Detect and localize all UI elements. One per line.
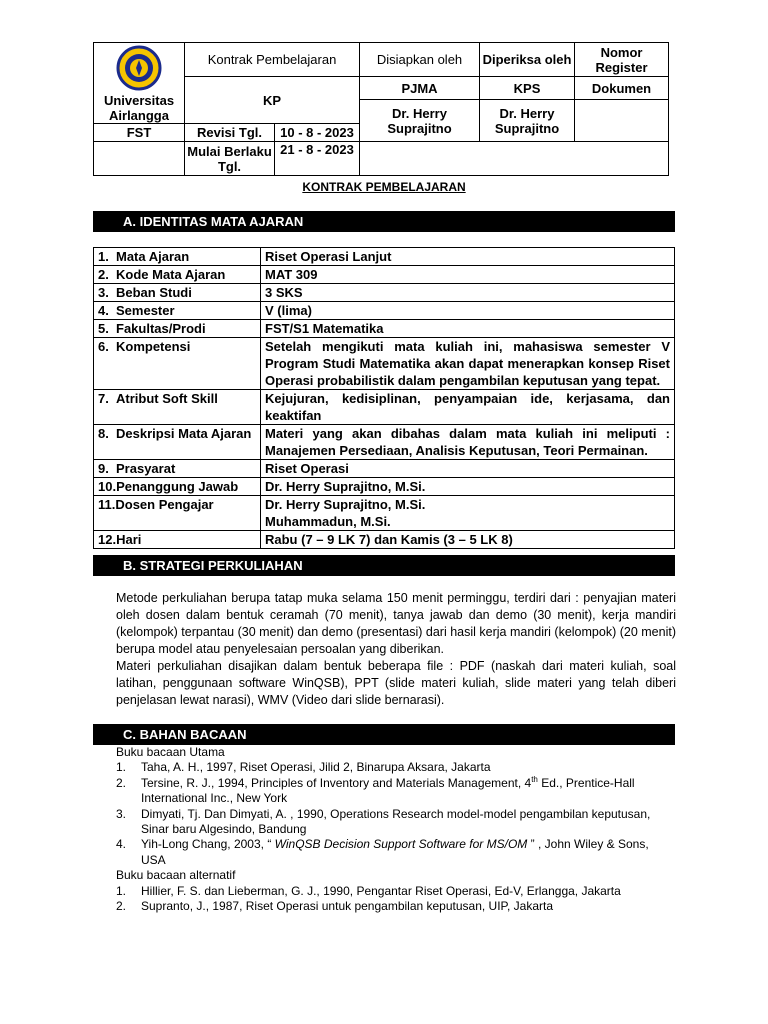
identity-key <box>94 338 261 390</box>
identity-value: Rabu (7 – 9 LK 7) dan Kamis (3 – 5 LK 8) <box>265 532 513 547</box>
strategy-text <box>116 590 676 709</box>
document-header-table <box>93 42 669 176</box>
alt-reading-list <box>116 884 676 915</box>
identity-number: 2. <box>98 267 109 282</box>
identity-number: 4. <box>98 303 109 318</box>
revision-label: Revisi Tgl. <box>185 124 275 142</box>
identity-value-cell <box>261 338 675 390</box>
identity-key-label: Penanggung Jawab <box>116 479 239 494</box>
identity-value-cell <box>261 478 675 496</box>
identity-value-cell <box>261 460 675 478</box>
identity-row <box>94 284 675 302</box>
checked-by-name: Dr. Herry Suprajitno <box>480 100 575 142</box>
main-reading-label: Buku bacaan Utama <box>116 745 225 759</box>
identity-key-label: Dosen Pengajar <box>115 497 214 512</box>
document-title: KONTRAK PEMBELAJARAN <box>302 180 466 194</box>
identity-key-label: Kompetensi <box>116 339 191 354</box>
identity-key <box>94 478 261 496</box>
reading-text: Yih-Long Chang, 2003, “ <box>141 837 275 852</box>
identity-row <box>94 266 675 284</box>
reading-list <box>116 745 676 914</box>
identity-value-cell <box>261 531 675 549</box>
identity-key <box>94 320 261 338</box>
reading-superscript: th <box>531 774 538 784</box>
doc-type: Kontrak Pembelajaran <box>185 43 360 77</box>
reading-number: 1. <box>116 883 127 898</box>
identity-value: MAT 309 <box>265 267 318 282</box>
identity-value: FST/S1 Matematika <box>265 321 384 336</box>
identity-value: Setelah mengikuti mata kuliah ini, mahasiswa semester V Program Studi Matematika akan dapat menerapkan konsep Riset Operasi probabilistik dalam pengambilan keputusan yang tepat. <box>265 339 670 388</box>
identity-row <box>94 302 675 320</box>
university-logo-icon <box>116 45 162 91</box>
identity-row <box>94 425 675 460</box>
identity-number: 1. <box>98 249 109 264</box>
identity-key <box>94 496 261 531</box>
doc-code: KP <box>185 77 360 124</box>
reading-number: 2. <box>116 899 127 914</box>
register-label: Nomor Register <box>575 43 669 77</box>
section-c-heading: C. BAHAN BACAAN <box>93 724 675 745</box>
strategy-paragraph-1: Metode perkuliahan berupa tatap muka selama 150 menit perminggu, terdiri dari : penyajian materi oleh dosen dalam bentuk ceramah (70 menit), tanya jawab dan demo (30 menit), kerja mandiri (kelompok) terpantau (30 menit) dan demo (presentasi) dari hasil kerja mandiri (kelompok) (20 menit) berupa model atau penyelesaian persoalan yang diberikan. <box>116 591 676 656</box>
identity-key <box>94 390 261 425</box>
checked-by-role: KPS <box>480 77 575 100</box>
identity-value-cell <box>261 302 675 320</box>
identity-key <box>94 248 261 266</box>
identity-key-label: Hari <box>116 532 142 547</box>
identity-key-label: Deskripsi Mata Ajaran <box>116 426 252 441</box>
university-name: Universitas Airlangga <box>103 93 175 123</box>
identity-value: Kejujuran, kedisiplinan, penyampaian ide, kerjasama, dan keaktifan <box>265 391 670 423</box>
identity-key <box>94 531 261 549</box>
identity-key-label: Semester <box>116 303 175 318</box>
reading-title-italic: WinQSB Decision Support Software for MS/OM <box>274 837 528 852</box>
identity-number: 3. <box>98 285 109 300</box>
identity-key <box>94 302 261 320</box>
prepared-by-name: Dr. Herry Suprajitno <box>360 100 480 142</box>
identity-key-label: Atribut Soft Skill <box>116 391 218 406</box>
identity-value: Riset Operasi <box>265 461 349 476</box>
reading-item <box>116 884 676 899</box>
identity-table <box>93 247 675 549</box>
prepared-by-role: PJMA <box>360 77 480 100</box>
identity-value-cell <box>261 320 675 338</box>
identity-value: V (lima) <box>265 303 312 318</box>
identity-row <box>94 496 675 531</box>
reading-text-tail: Ed., Prentice-Hall International Inc., New York <box>141 775 635 806</box>
reading-text: Hillier, F. S. dan Lieberman, G. J., 1990, Pengantar Riset Operasi, Ed-V, Erlangga, Jakarta <box>141 883 621 898</box>
identity-value: Materi yang akan dibahas dalam mata kuliah ini meliputi : Manajemen Persediaan, Analisis Keputusan, Teori Permainan. <box>265 426 670 458</box>
effective-date: 21 - 8 - 2023 <box>275 142 360 176</box>
identity-number: 5. <box>98 321 109 336</box>
reading-item <box>116 776 676 807</box>
identity-row <box>94 478 675 496</box>
identity-key-label: Fakultas/Prodi <box>116 321 206 336</box>
identity-row <box>94 390 675 425</box>
identity-row <box>94 320 675 338</box>
identity-number: 10. <box>98 479 117 494</box>
register-value: Dokumen <box>575 77 669 100</box>
identity-number: 7. <box>98 391 109 406</box>
reading-text: Dimyati, Tj. Dan Dimyati, A. , 1990, Operations Research model-model pengambilan keputusan, Sinar baru Algesindo, Bandung <box>141 806 651 837</box>
identity-value-cell <box>261 496 675 531</box>
faculty-empty <box>94 142 185 176</box>
identity-number: 12. <box>98 532 117 547</box>
revision-date: 10 - 8 - 2023 <box>275 124 360 142</box>
identity-value-cell <box>261 284 675 302</box>
identity-row <box>94 338 675 390</box>
identity-key <box>94 425 261 460</box>
identity-value-cell <box>261 425 675 460</box>
faculty: FST <box>94 124 185 142</box>
identity-value-cell <box>261 390 675 425</box>
effective-label: Mulai Berlaku Tgl. <box>185 142 275 176</box>
identity-value: 3 SKS <box>265 285 303 300</box>
identity-key-label: Mata Ajaran <box>116 249 190 264</box>
identity-key-label: Prasyarat <box>116 461 176 476</box>
identity-key-label: Beban Studi <box>116 285 192 300</box>
reading-item <box>116 899 676 914</box>
identity-value: Dr. Herry Suprajitno, M.Si. <box>265 479 426 494</box>
identity-number: 6. <box>98 339 109 354</box>
identity-row <box>94 460 675 478</box>
prepared-by-label: Disiapkan oleh <box>360 43 480 77</box>
identity-row <box>94 248 675 266</box>
identity-row <box>94 531 675 549</box>
identity-number: 9. <box>98 461 109 476</box>
identity-key <box>94 460 261 478</box>
identity-value-2: Muhammadun, M.Si. <box>265 514 391 529</box>
section-b-heading: B. STRATEGI PERKULIAHAN <box>93 555 675 576</box>
reading-number: 2. <box>116 775 127 790</box>
identity-value-cell <box>261 266 675 284</box>
identity-number: 8. <box>98 426 109 441</box>
reading-number: 1. <box>116 760 127 775</box>
identity-key-label: Kode Mata Ajaran <box>116 267 226 282</box>
reading-text: Supranto, J., 1987, Riset Operasi untuk pengambilan keputusan, UIP, Jakarta <box>141 899 554 914</box>
identity-key <box>94 266 261 284</box>
register-empty <box>575 100 669 142</box>
alt-reading-label: Buku bacaan alternatif <box>116 868 236 883</box>
identity-value-cell <box>261 248 675 266</box>
strategy-paragraph-2: Materi perkuliahan disajikan dalam bentuk beberapa file : PDF (naskah dari materi kuliah, soal latihan, penggunaan software WinQSB), PPT (slide materi kuliah, slide materi yang telah diberi penjelasan lewat narasi), WMV (Video dari slide bernarasi). <box>116 659 676 707</box>
reading-item <box>116 837 676 868</box>
section-a-heading: A. IDENTITAS MATA AJARAN <box>93 211 675 232</box>
main-reading-list <box>116 760 676 868</box>
checked-by-label: Diperiksa oleh <box>480 43 575 77</box>
reading-number: 4. <box>116 837 127 852</box>
reading-text: Taha, A. H., 1997, Riset Operasi, Jilid 2, Binarupa Aksara, Jakarta <box>141 760 491 775</box>
reading-text-tail: ” , John Wiley & Sons, USA <box>141 837 649 867</box>
university-cell <box>94 43 185 124</box>
reading-text: Tersine, R. J., 1994, Principles of Inventory and Materials Management, 4 <box>141 775 532 790</box>
identity-value: Dr. Herry Suprajitno, M.Si. <box>265 497 426 512</box>
reading-item <box>116 760 676 775</box>
header-blank <box>360 142 669 176</box>
reading-number: 3. <box>116 806 127 821</box>
reading-item <box>116 807 676 838</box>
identity-value: Riset Operasi Lanjut <box>265 249 392 264</box>
identity-key <box>94 284 261 302</box>
identity-number: 11. <box>98 497 116 512</box>
